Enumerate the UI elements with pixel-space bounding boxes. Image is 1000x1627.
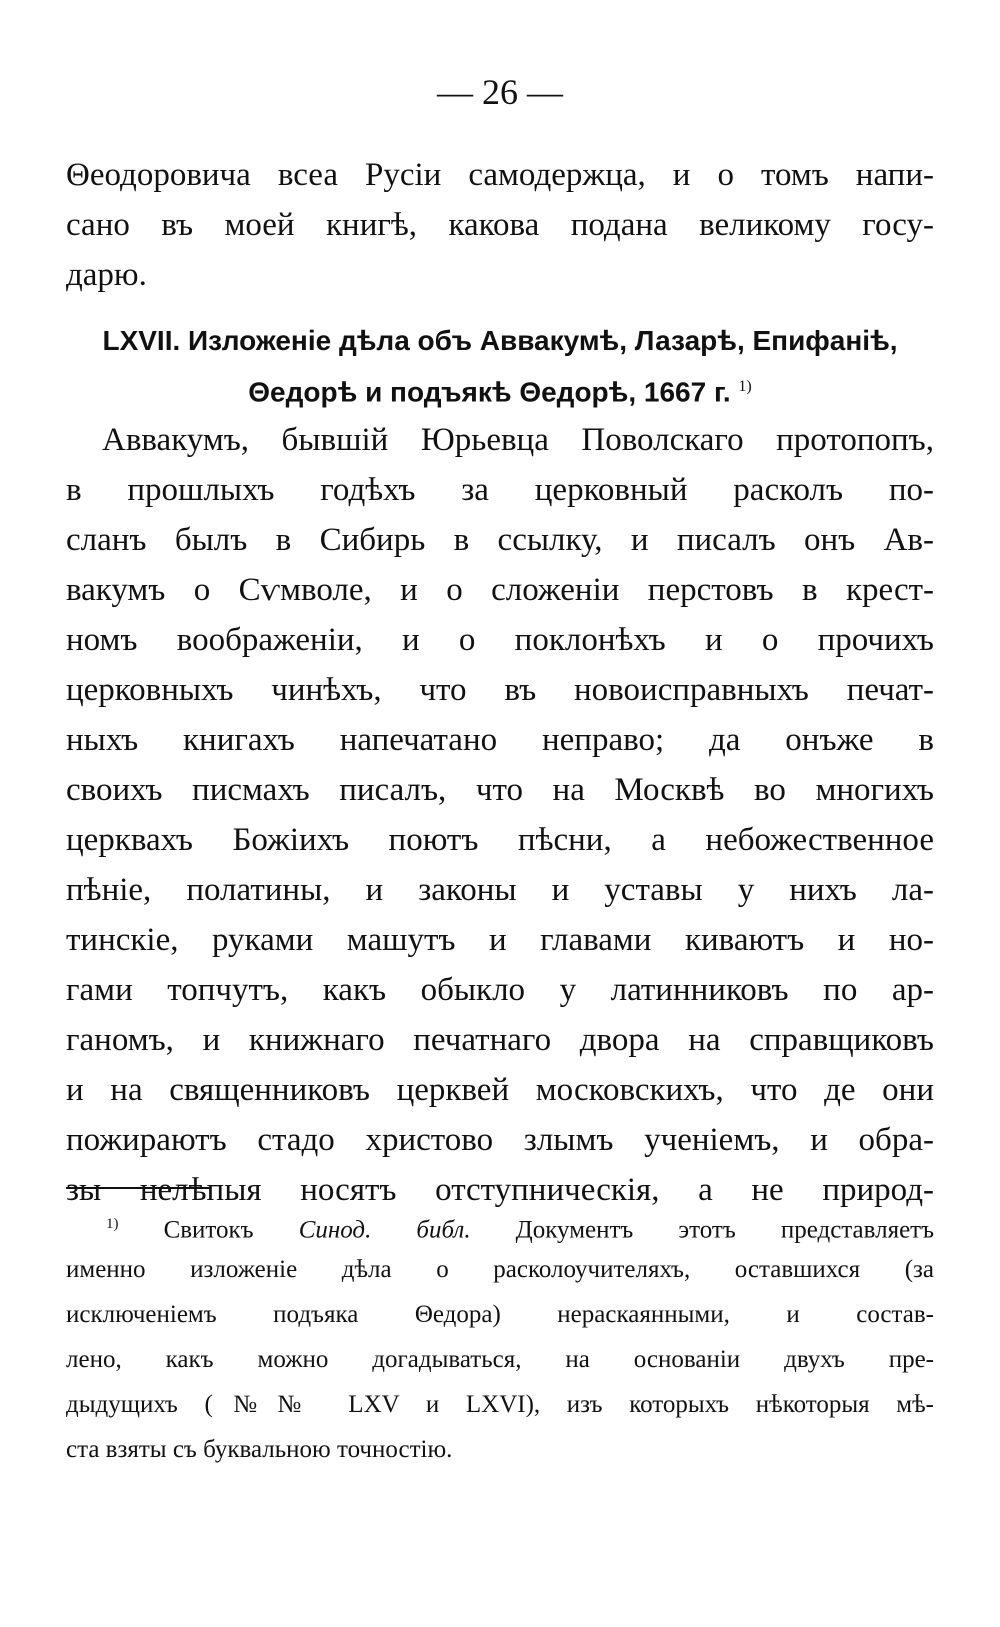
- section-heading-line-2: [66, 364, 934, 410]
- body-paragraph: [66, 415, 934, 1215]
- body-line: и на священниковъ церквей московскихъ, что де они: [66, 1072, 934, 1108]
- section-heading-text: Θедорѣ и подъякѣ Θедорѣ, 1667 г.: [248, 376, 731, 408]
- footnote-line: исключеніемъ подъяка Θедора) нераскаянными, и состав-: [66, 1301, 934, 1328]
- footnote-source: Свитокъ: [163, 1216, 254, 1244]
- body-line: церковныхъ чинѣхъ, что въ новоисправныхъ печат-: [66, 672, 934, 708]
- footnote-line: лено, какъ можно догадываться, на основаніи двухъ пре-: [66, 1346, 934, 1373]
- footnote-source-italic: Синод. библ.: [298, 1216, 471, 1244]
- continuation-line: сано въ моей книгѣ, какова подана великому госу-: [66, 207, 934, 243]
- page-number: — 26 —: [437, 72, 563, 112]
- body-line: гами топчутъ, какъ обыкло у латинниковъ по ар-: [66, 972, 934, 1008]
- continuation-line: Θеодоровича всеа Русіи самодержца, и о томъ напи-: [66, 157, 934, 193]
- footnote-line: именно изложеніе дѣла о расколоучителяхъ, оставшихся (за: [66, 1256, 934, 1283]
- body-line: ганомъ, и книжнаго печатнаго двора на справщиковъ: [66, 1022, 934, 1058]
- body-line: в прошлыхъ годѣхъ за церковный расколъ по-: [66, 472, 934, 508]
- body-line: сланъ былъ в Сибирь в ссылку, и писалъ онъ Ав-: [66, 522, 934, 558]
- continuation-line: дарю.: [66, 257, 147, 293]
- body-line: Аввакумъ, бывшій Юрьевца Поволскаго протопопъ,: [102, 422, 934, 458]
- body-line: зы нелѣпыя носятъ отступническія, а не природ-: [66, 1172, 934, 1208]
- section-heading-line-1: LXVII. Изложеніе дѣла объ Аввакумѣ, Лазарѣ, Епифаніѣ,: [102, 325, 898, 356]
- body-line: своихъ писмахъ писалъ, что на Москвѣ во многихъ: [66, 772, 934, 808]
- footnote-separator: [66, 1187, 211, 1189]
- body-line: пѣніе, полатины, и законы и уставы у нихъ ла-: [66, 872, 934, 908]
- body-line: номъ воображеніи, и о поклонѣхъ и о прочихъ: [66, 622, 934, 658]
- footnote-reference: 1): [738, 378, 752, 395]
- footnote-line: дыдущихъ (№№ LXV и LXVI), изъ которыхъ нѣкоторыя мѣ-: [66, 1391, 934, 1418]
- body-line: тинскіе, руками машутъ и главами киваютъ и но-: [66, 922, 934, 958]
- body-line: церквахъ Божіихъ поютъ пѣсни, а небожественное: [66, 822, 934, 858]
- body-line: вакумъ о Сѵмволе, и о сложеніи перстовъ в крест-: [66, 572, 934, 608]
- footnote-line-1-rest: Документъ этотъ представляетъ: [515, 1216, 935, 1244]
- footnote-line: [66, 1202, 934, 1247]
- footnote-mark: 1): [106, 1216, 119, 1232]
- body-line: ныхъ книгахъ напечатано неправо; да онъже в: [66, 722, 934, 758]
- footnote: [66, 1202, 934, 1472]
- section-heading: [66, 318, 934, 410]
- body-line: пожираютъ стадо христово злымъ ученіемъ, и обра-: [66, 1122, 934, 1158]
- continuation-paragraph: [66, 150, 934, 300]
- footnote-line: ста взяты съ буквальною точностію.: [66, 1436, 453, 1463]
